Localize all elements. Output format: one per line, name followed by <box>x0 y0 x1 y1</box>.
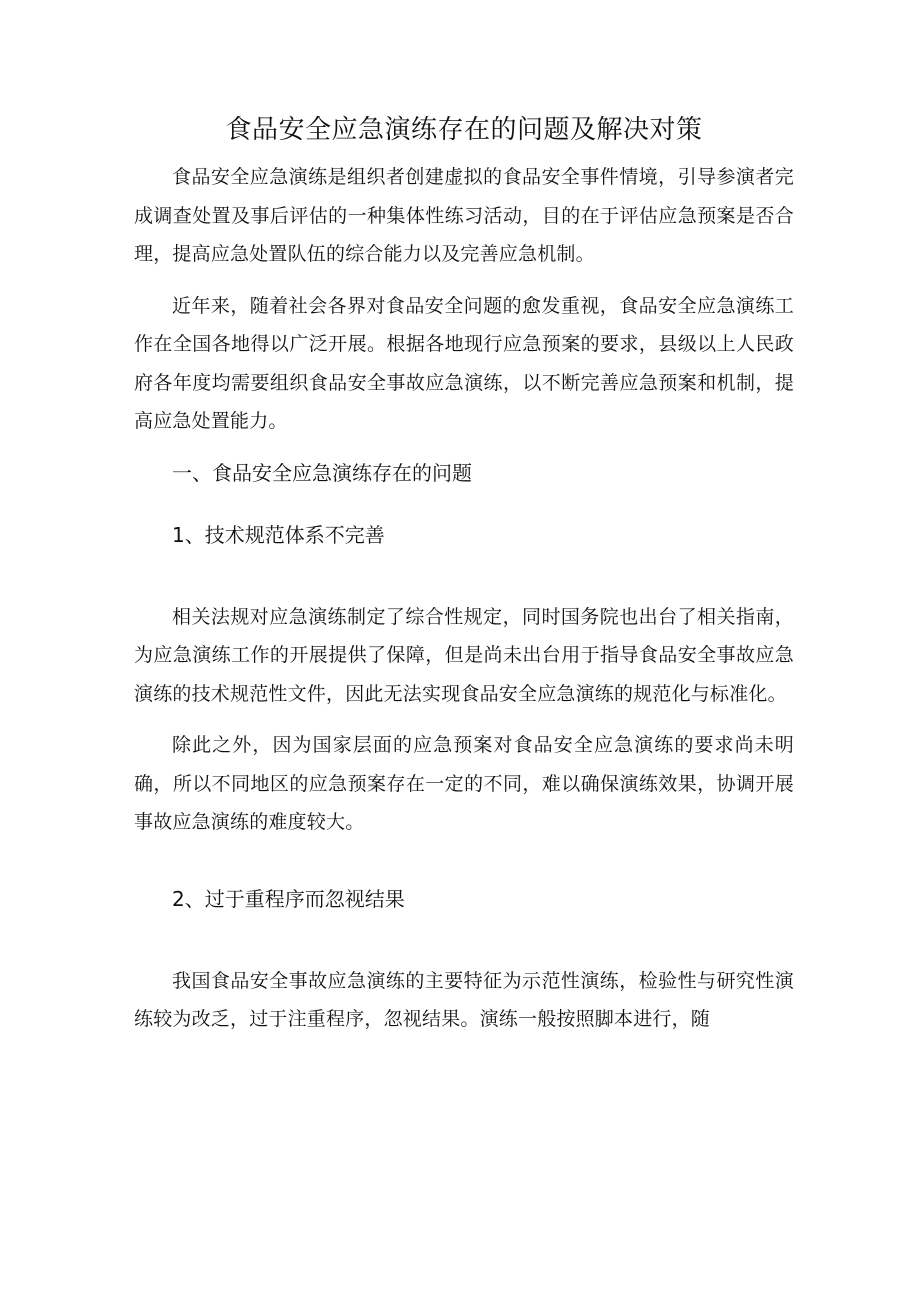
intro-paragraph-1: 食品安全应急演练是组织者创建虚拟的食品安全事件情境，引导参演者完成调查处置及事后评估的一种集体性练习活动，目的在于评估应急预案是否合理，提高应急处置队伍的综合能力以及完善应急机制。 <box>134 166 794 265</box>
subsection-heading-2: 2、过于重程序而忽视结果 <box>172 886 405 911</box>
subsection-1-paragraph-2: 除此之外，因为国家层面的应急预案对食品安全应急演练的要求尚未明确，所以不同地区的应急预案存在一定的不同，难以确保演练效果，协调开展事故应急演练的难度较大。 <box>134 734 794 833</box>
intro-paragraph-2: 近年来，随着社会各界对食品安全问题的愈发重视，食品安全应急演练工作在全国各地得以广泛开展。根据各地现行应急预案的要求，县级以上人民政府各年度均需要组织食品安全事故应急演练，以不断完善应急预案和机制，提高应急处置能力。 <box>134 294 794 432</box>
document-title: 食品安全应急演练存在的问题及解决对策 <box>225 115 703 145</box>
subsection-1-paragraph-1: 相关法规对应急演练制定了综合性规定，同时国务院也出台了相关指南，为应急演练工作的开展提供了保障，但是尚未出台用于指导食品安全事故应急演练的技术规范性文件，因此无法实现食品安全应急演练的规范化与标准化。 <box>134 605 794 705</box>
subsection-heading-1: 1、技术规范体系不完善 <box>172 522 385 547</box>
section-heading-1: 一、食品安全应急演练存在的问题 <box>172 460 472 485</box>
subsection-2-paragraph-1: 我国食品安全事故应急演练的主要特征为示范性演练，检验性与研究性演练较为改乏，过于注重程序，忽视结果。演练一般按照脚本进行，随 <box>134 969 794 1030</box>
